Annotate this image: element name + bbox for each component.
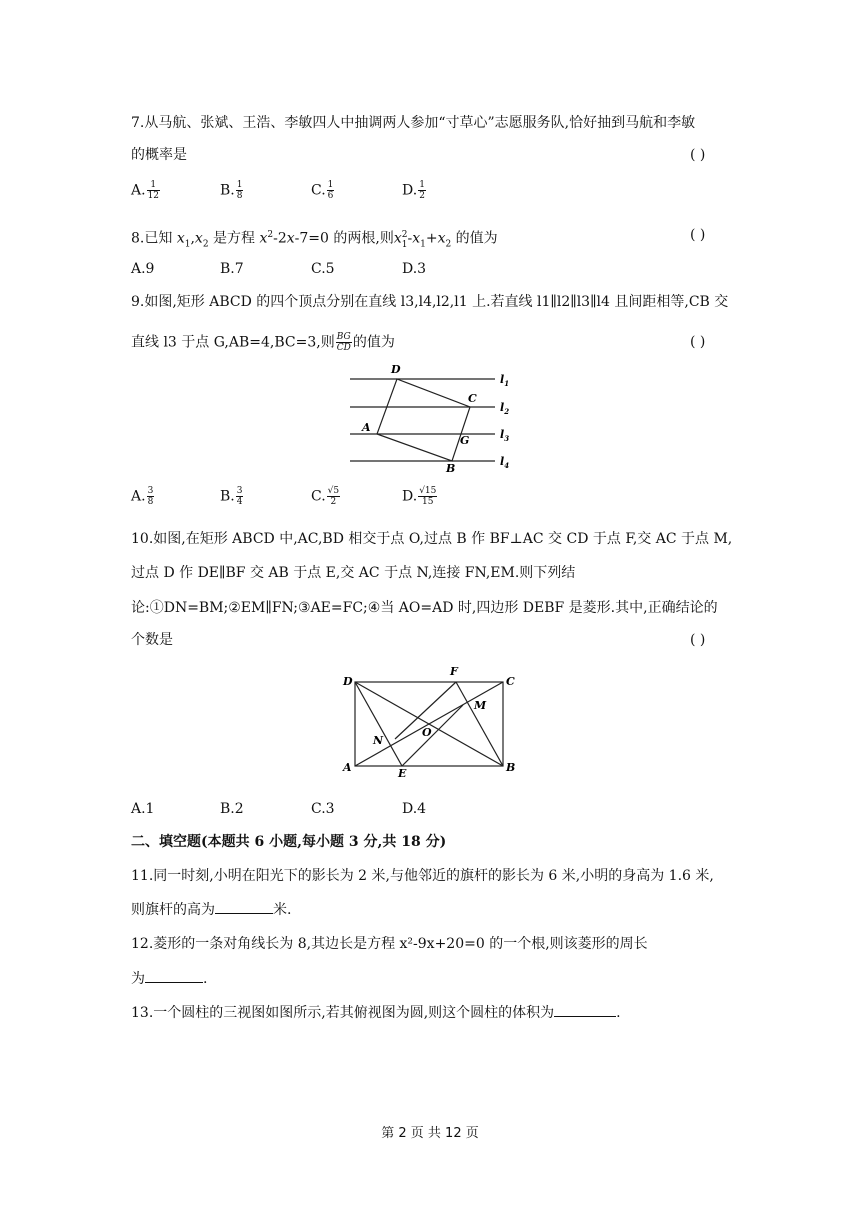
option-fraction — [147, 180, 160, 201]
option-fraction — [236, 486, 244, 507]
q13-line1-a: 13.一个圆柱的三视图如图所示,若其俯视图为圆,则这个圆柱的体积为 — [131, 1005, 555, 1021]
option-label: A. — [131, 488, 146, 505]
q9-label: $l_2$ — [500, 401, 510, 416]
q8-option-a: A.9 — [131, 261, 155, 277]
fraction-denominator: 8 — [236, 191, 243, 201]
q9-line2-b: 的值为 — [352, 334, 395, 351]
q12-line2-a: 为 — [131, 971, 145, 987]
q10-option-c: C.3 — [311, 801, 335, 817]
q7-option-a — [131, 180, 161, 201]
q9-frac-den: CD — [336, 343, 351, 353]
option-fraction — [418, 180, 426, 201]
q9-figure — [340, 360, 520, 475]
q8-text-d: 的值为 — [455, 230, 498, 247]
q9-option-b — [220, 486, 244, 507]
q10-label: D — [343, 675, 353, 688]
q13-line1-b: . — [616, 1005, 621, 1021]
q8-text-b: -2 — [273, 230, 287, 247]
fraction-numerator: 3 — [236, 486, 243, 496]
fraction-numerator: √15 — [419, 486, 437, 496]
q11-line2-a: 则旗杆的高为 — [131, 902, 215, 918]
q10-option-a: A.1 — [131, 801, 155, 817]
q8-text-a: 是方程 — [213, 230, 260, 247]
q7-option-b — [220, 180, 244, 201]
q10-line2: 过点 D 作 DE∥BF 交 AB 于点 E,交 AC 于点 N,连接 FN,EM.则下列结 — [131, 565, 576, 581]
q11-line1: 11.同一时刻,小明在阳光下的影长为 2 米,与他邻近的旗杆的影长为 6 米,小明的身高为 1.6 米, — [131, 868, 714, 884]
q10-label: B — [506, 761, 516, 774]
q11-line2-b: 米. — [273, 902, 292, 918]
q7-answer-paren: ( ) — [690, 147, 706, 163]
q10-label: N — [373, 734, 384, 747]
fraction-denominator: 12 — [147, 191, 160, 201]
q9-label: G — [460, 434, 470, 447]
q10-label: E — [398, 767, 407, 780]
q9-label: B — [446, 462, 456, 475]
q11-answer-blank[interactable] — [215, 899, 273, 914]
q12-answer-blank[interactable] — [145, 968, 203, 983]
option-label: A. — [131, 182, 146, 199]
q13-answer-blank[interactable] — [554, 1002, 616, 1017]
option-fraction — [236, 180, 244, 201]
q9-line2 — [131, 332, 395, 353]
q9-frac-num: BG — [336, 332, 351, 342]
option-fraction — [147, 486, 155, 507]
fraction-denominator: 2 — [330, 497, 337, 507]
q11-line2 — [131, 899, 291, 920]
q9-answer-paren: ( ) — [690, 334, 706, 350]
fraction-denominator: 2 — [419, 191, 425, 201]
q7-line1: 7.从马航、张斌、王浩、李敏四人中抽调两人参加“寸草心”志愿服务队,恰好抽到马航和李敏 — [131, 115, 696, 131]
q8-option-c: C.5 — [311, 261, 335, 277]
q10-label: M — [474, 699, 487, 712]
q13-line1 — [131, 1002, 621, 1023]
q9-option-d — [402, 486, 438, 507]
section-heading: 二、填空题(本题共 6 小题,每小题 3 分,共 18 分) — [131, 834, 447, 850]
fraction-denominator: 15 — [422, 497, 434, 507]
q8-line: 8.已知 $x_1,x_2$ 是方程 $x^2-2x-7=0$ 的两根,则x 2 $_1-x_1+x_2$ 的值为 — [131, 229, 498, 250]
q10-label: O — [422, 726, 432, 739]
q12-line2 — [131, 968, 207, 989]
q12-line1: 12.菱形的一条对角线长为 8,其边长是方程 x²-9x+20=0 的一个根,则该菱形的周长 — [131, 936, 648, 952]
fraction-denominator: 6 — [327, 191, 334, 201]
q8-option-b: B.7 — [220, 261, 244, 277]
fraction-numerator: 1 — [236, 180, 243, 190]
q9-line1: 9.如图,矩形 ABCD 的四个顶点分别在直线 l3,l4,l2,l1 上.若直线 l1∥l2∥l3∥l4 且间距相等,CB 交 — [131, 294, 729, 310]
q10-label: F — [450, 665, 458, 678]
q9-label: $l_3$ — [500, 428, 510, 443]
q9-label: D — [391, 363, 401, 376]
option-fraction — [418, 486, 437, 507]
fraction-denominator: 8 — [147, 497, 154, 507]
q10-label: C — [506, 675, 515, 688]
fraction-numerator: 1 — [419, 180, 425, 190]
q10-line4: 个数是 — [131, 632, 173, 648]
option-label: C. — [311, 488, 326, 505]
q9-option-a — [131, 486, 155, 507]
q8-answer-paren: ( ) — [690, 227, 706, 243]
q12-line2-b: . — [203, 971, 208, 987]
q8-prefix: 8.已知 — [131, 230, 177, 247]
option-label: B. — [220, 182, 235, 199]
option-label: D. — [402, 488, 418, 505]
q7-line2: 的概率是 — [131, 147, 187, 163]
fraction-numerator: 1 — [147, 180, 160, 191]
q9-label: $l_1$ — [500, 373, 510, 388]
option-label: C. — [311, 182, 326, 199]
fraction-numerator: 1 — [327, 180, 334, 190]
fraction-numerator: √5 — [327, 486, 340, 496]
q9-label: $l_4$ — [500, 455, 510, 470]
q9-label: C — [468, 392, 477, 405]
q10-label: A — [343, 761, 352, 774]
q10-figure — [335, 665, 525, 780]
option-fraction — [327, 486, 340, 507]
q10-option-b: B.2 — [220, 801, 244, 817]
fraction-numerator: 3 — [147, 486, 154, 496]
q8-option-d: D.3 — [402, 261, 427, 277]
q7-option-d — [402, 180, 427, 201]
q10-line1: 10.如图,在矩形 ABCD 中,AC,BD 相交于点 O,过点 B 作 BF⊥AC 交 CD 于点 F,交 AC 于点 M, — [131, 531, 733, 547]
fraction-denominator: 4 — [236, 497, 243, 507]
option-label: D. — [402, 182, 418, 199]
page-footer: 第 2 页 共 12 页 — [381, 1126, 479, 1141]
q9-label: A — [362, 421, 371, 434]
q9-line2-a: 直线 l3 于点 G,AB=4,BC=3,则 — [131, 334, 335, 351]
q10-line3: 论:①DN=BM;②EM∥FN;③AE=FC;④当 AO=AD 时,四边形 DEBF 是菱形.其中,正确结论的 — [131, 600, 718, 616]
q10-answer-paren: ( ) — [690, 632, 706, 648]
q8-text-c: -7=0 的两根,则 — [294, 230, 394, 247]
q9-option-c — [311, 486, 341, 507]
q7-option-c — [311, 180, 335, 201]
option-fraction — [327, 180, 335, 201]
option-label: B. — [220, 488, 235, 505]
q10-option-d: D.4 — [402, 801, 427, 817]
